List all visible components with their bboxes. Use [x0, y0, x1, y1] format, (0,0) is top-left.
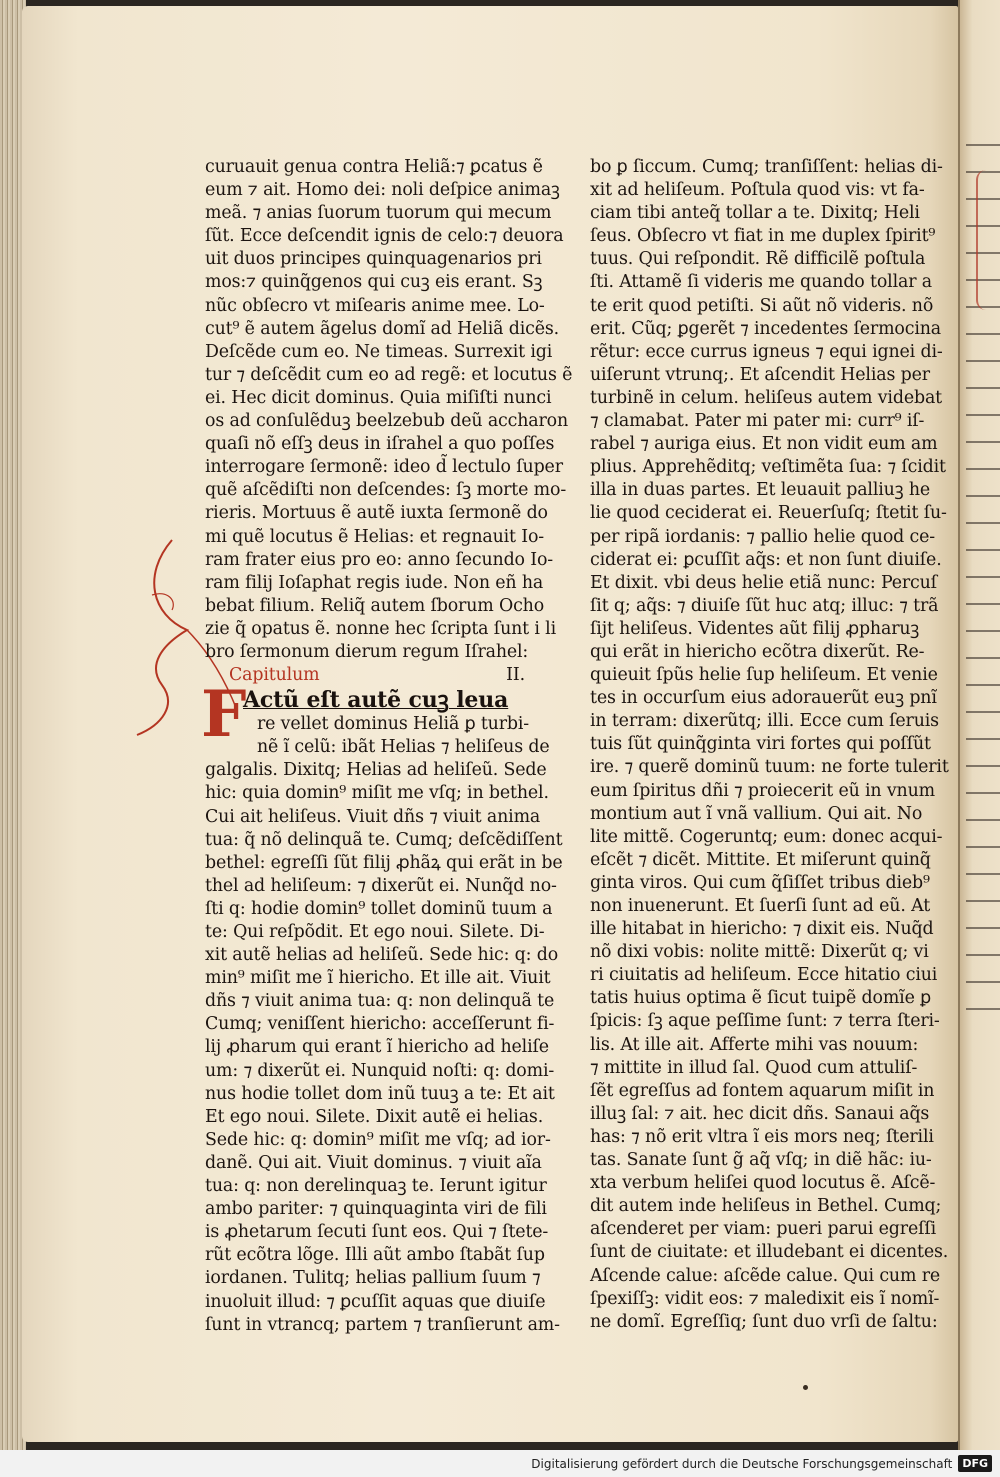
text-line: nõ dixi vobis: nolite mittẽ: Dixerũt q; vi — [590, 942, 929, 963]
capitulum-label: Capitulum — [229, 665, 320, 686]
footer-credit-text: Digitalisierung gefördert durch die Deutsche Forschungsgemeinschaft — [531, 1456, 953, 1471]
left-text-column — [201, 156, 573, 1337]
text-line: ciderat ei: ꝑcuſſit aq̃s: et non ſunt diuiſe. — [590, 549, 942, 570]
text-line: turbinẽ in celum. heliſeus autem videbat — [590, 387, 943, 408]
text-line: erit. Cũq; ꝑgerẽt ⁊ incedentes ſermocina — [590, 318, 942, 339]
text-line: ne domĩ. Egreſſiq; ſunt duo vrſi de ſaltu: — [590, 1311, 938, 1332]
text-line: Cui ait heliſeus. Viuit dñs ⁊ viuit anima — [205, 806, 541, 827]
text-line: te erit quod petiſti. Si aũt nõ videris. nõ — [590, 295, 934, 316]
text-line: ſit q; aq̃s: ⁊ diuiſe ſũt huc atq; illuc: ⁊ trã — [590, 595, 939, 616]
text-line: in terram: dixerũtq; illi. Ecce cum ſeruis — [590, 711, 939, 732]
text-line: nus hodie tollet dom inũ tuuꝫ a te: Et ait — [205, 1083, 555, 1104]
text-line: ſẽt egreſſus ad fontem aquarum miſit in — [590, 1080, 935, 1101]
text-line: has: ⁊ nõ erit vltra ĩ eis mors neq; ſterili — [590, 1126, 934, 1147]
right-column-lines — [590, 156, 949, 1334]
text-line: xit ad heliſeum. Poſtula quod vis: vt fa- — [590, 180, 925, 201]
text-line: bebat filium. Reliq̃ autem ſborum Ocho — [205, 595, 545, 616]
text-line: mos:⁊ quinq̃genos qui cuꝫ eis erant. Sꝫ — [205, 272, 543, 293]
text-line: cut⁹ ẽ autem ãgelus domĩ ad Heliã dicẽs. — [205, 318, 559, 339]
text-line: bethel: egreſſi ſũt filij ꝓhãꝝ qui erãt in be — [205, 852, 563, 873]
text-line: danẽ. Qui ait. Viuit dominus. ⁊ viuit aĩa — [205, 1152, 542, 1173]
text-line: iordanen. Tulitq; helias pallium ſuum ⁊ — [205, 1268, 541, 1289]
text-line: ſti q: hodie domin⁹ tollet dominũ tuum a — [205, 898, 553, 919]
capitulum-number: II. — [506, 665, 525, 686]
text-line: lis. At ille ait. Afferte mihi vas nouum: — [590, 1034, 919, 1055]
text-line: te: Qui reſpõdit. Et ego noui. Silete. Di- — [205, 922, 545, 942]
text-line: ſpicis: ſꝫ aque peſſime ſunt: ⁊ terra ſteri- — [590, 1011, 940, 1032]
text-line: meã. ⁊ anias ſuorum tuorum qui mecum — [205, 203, 552, 224]
text-line: ambo pariter: ⁊ quinquaginta viri de fili — [205, 1199, 547, 1220]
text-line: lij ꝓharum qui erant ĩ hiericho ad heliſe — [205, 1037, 549, 1058]
dfg-logo: DFG — [958, 1455, 992, 1472]
text-line: um: ⁊ dixerũt ei. Nunquid noſti: q: domi- — [205, 1060, 555, 1081]
text-line: ſunt de ciuitate: et illudebant ei dicentes. — [590, 1242, 949, 1263]
text-line: ginta viros. Qui cum q̃ſiſſet tribus dieb⁹ — [590, 872, 930, 893]
text-line: dit autem inde heliſeus in Bethel. Cumq; — [590, 1196, 942, 1217]
text-line: ſeus. Obſecro vt fiat in me duplex ſpirit⁹ — [590, 226, 936, 247]
text-line: ille hitabat in hiericho: ⁊ dixit eis. Nuq̃d — [590, 919, 934, 940]
text-line: xta verbum heliſei quod locutus ẽ. Aſcẽ- — [590, 1173, 936, 1194]
text-line: Et dixit. vbi deus helie etiã nunc: Percuſ — [590, 572, 937, 593]
text-line: bo ꝑ ſiccum. Cumq; tranſiſſent: helias di- — [590, 157, 943, 177]
text-line: Sede hic: q: domin⁹ miſit me vſq; ad ior- — [205, 1129, 551, 1150]
text-line: ei. Hec dicit dominus. Quia miſiſti nunci — [205, 387, 552, 408]
decorated-initial: F — [201, 677, 247, 753]
text-line: min⁹ miſit me ĩ hiericho. Et ille ait. Viuit — [205, 968, 551, 989]
text-line: eum ⁊ ait. Homo dei: noli deſpice animaꝫ — [205, 180, 560, 201]
text-line: ⁊ clamabat. Pater mi pater mi: curr⁹ iſ- — [590, 411, 925, 432]
text-line: ſunt in vtrancq; partem ⁊ tranſierunt am- — [205, 1314, 560, 1335]
text-line: ſpexiſſꝫ: vidit eos: ⁊ maledixit eis ĩ nomĩ- — [590, 1288, 940, 1309]
text-line: mi quẽ locutus ẽ Helias: et regnauit Io- — [205, 526, 545, 547]
text-line: tua: q: non derelinquaꝫ te. Ierunt igitur — [205, 1176, 547, 1197]
text-line: rabel ⁊ auriga eius. Et non vidit eum am — [590, 434, 938, 455]
left-column-indented-lines — [205, 713, 550, 759]
text-line: quaſi nõ eſſꝫ deus in iſrahel a quo poſſes — [205, 434, 555, 455]
text-line: montium aut ĩ vnã vallium. Qui ait. No — [590, 803, 923, 824]
text-line: is ꝓhetarum ſecuti ſunt eos. Qui ⁊ ſtete- — [205, 1222, 549, 1243]
text-line: ram frater eius pro eo: anno ſecundo Io- — [205, 549, 554, 570]
chapter-heading: Actũ eſt autẽ cuꝫ leua — [243, 687, 509, 714]
text-line: eſcẽt ⁊ dicẽt. Mittite. Et miſerunt quinq̃ — [590, 849, 931, 870]
text-line: illa in duas partes. Et leuauit palliuꝫ he — [590, 480, 931, 501]
next-page-rubric-mark — [976, 170, 994, 310]
text-line: ri ciuitatis ad heliſeum. Ecce hitatio ciui — [590, 965, 938, 986]
text-line: quieuit ſpũs helie ſup heliſeum. Et venie — [590, 665, 938, 686]
left-column-bottom-lines — [205, 759, 563, 1336]
page-speck — [803, 1385, 808, 1390]
text-line: nũc obſecro vt miſearis anime mee. Lo- — [205, 295, 545, 316]
text-line: illuꝫ ſal: ⁊ ait. hec dicit dñs. Sanaui aq̃s — [590, 1103, 930, 1124]
text-line: dñs ⁊ viuit anima tua: q: non delinquã te — [205, 991, 555, 1012]
text-line: ſijt heliſeus. Videntes aũt filij ꝓpharuꝫ — [590, 618, 920, 639]
text-line: lie quod ceciderat ei. Reuerſuſq; ſtetit ſu- — [590, 503, 947, 524]
text-line: inuoluit illud: ⁊ ꝑcuſſit aquas que diuiſe — [205, 1291, 546, 1312]
text-line: per ripã iordanis: ⁊ pallio helie quod ce- — [590, 526, 935, 547]
left-column-top-lines — [205, 156, 573, 664]
text-line: ire. ⁊ querẽ dominũ tuum: ne forte tulerit — [590, 757, 949, 778]
text-line: Et ego noui. Silete. Dixit autẽ ei helias. — [205, 1106, 544, 1127]
text-line: Aſcende calue: aſcẽde calue. Qui cum re — [590, 1265, 940, 1286]
text-line: ⁊ mittite in illud ſal. Quod cum attuliſ- — [590, 1057, 918, 1078]
text-line: ſũt. Ecce deſcendit ignis de celo:⁊ deuora — [205, 226, 564, 247]
text-line: os ad conſulẽduꝫ beelzebub deũ accharon — [205, 411, 569, 432]
text-line: xit autẽ helias ad heliſeũ. Sede hic: q: do — [205, 945, 559, 966]
text-line: non inuenerunt. Et ſuerſi ſunt ad eũ. At — [590, 896, 931, 916]
text-line: uiſerunt vtrunq;. Et aſcendit Helias per — [590, 364, 930, 385]
text-line: zie q̃ opatus ẽ. nonne hec ſcripta ſunt i li — [205, 618, 557, 639]
text-line: rieris. Mortuus ẽ autẽ iuxta ſermonẽ do — [205, 503, 548, 524]
text-line: tuus. Qui reſpondit. Rẽ difficilẽ poſtula — [590, 249, 926, 270]
text-line: hic: quia domin⁹ miſit me vſq; in bethel. — [205, 783, 549, 804]
text-line: interrogare ſermonẽ: ideo d̃ lectulo ſuper — [205, 457, 563, 478]
text-line: tuis ſũt quinq̃ginta viri fortes qui poſſũt — [590, 734, 931, 755]
text-line: thel ad heliſeum: ⁊ dixerũt ei. Nunq̃d no- — [205, 875, 557, 896]
footer-bar — [0, 1450, 1000, 1477]
text-line: tes in occurſum eius adorauerũt euꝫ pnĩ — [590, 688, 937, 709]
text-line: qui erãt in hiericho ecõtra dixerũt. Re- — [590, 641, 925, 662]
text-line: tua: q̃ nõ delinquã te. Cumq; deſcẽdiſſent — [205, 829, 563, 850]
text-line: lite mittẽ. Cogeruntq; eum: donec acqui- — [590, 826, 943, 847]
text-line: aſcenderet per viam: pueri parui egreſſi — [590, 1219, 937, 1240]
next-page-edge — [958, 0, 1000, 1450]
text-line: bro ſermonum dierum regum Iſrahel: — [205, 641, 529, 662]
chapter-opening — [201, 677, 550, 759]
text-line: rũt ecõtra lõge. Illi aũt ambo ſtabãt ſup — [205, 1245, 545, 1266]
right-text-column — [590, 156, 949, 1334]
text-line: curuauit genua contra Heliã:⁊ ꝑcatus ẽ — [205, 157, 543, 177]
text-line: rẽtur: ecce currus igneus ⁊ equi ignei di- — [590, 341, 943, 362]
text-line: eum ſpiritus dñi ⁊ proiecerit eũ in vnum — [590, 780, 935, 801]
text-line: quẽ aſcẽdiſti non deſcendes: ſꝫ morte mo- — [205, 480, 567, 501]
capitulum-line — [205, 664, 525, 687]
text-line: nẽ ĩ celũ: ibãt Helias ⁊ heliſeus de — [257, 737, 550, 758]
text-line: ram filij Ioſaphat regis iude. Non eñ ha — [205, 572, 544, 593]
text-line: ſti. Attamẽ ſi videris me quando tollar a — [590, 272, 932, 293]
text-line: plius. Apprehẽditq; veſtimẽta ſua: ⁊ ſcidit — [590, 457, 946, 478]
text-line: uit duos principes quinquagenarios pri — [205, 249, 542, 270]
text-line: tatis huius optima ẽ ſicut tuipẽ domĩe ꝑ — [590, 988, 932, 1009]
text-line: ciam tibi anteq̃ tollar a te. Dixitq; Heli — [590, 203, 920, 224]
text-line: tas. Sanate ſunt g̃ aq̃ vſq; in diẽ hãc: iu- — [590, 1150, 932, 1171]
text-line: tur ⁊ deſcẽdit cum eo ad regẽ: et locutus ẽ — [205, 364, 573, 385]
text-line: Deſcẽde cum eo. Ne timeas. Surrexit igi — [205, 341, 553, 362]
text-line: galgalis. Dixitq; Helias ad heliſeũ. Sede — [205, 760, 547, 781]
text-line: Cumq; veniſſent hiericho: acceſſerunt fi- — [205, 1014, 555, 1035]
text-line: re vellet dominus Heliã ꝑ turbi- — [257, 714, 530, 735]
